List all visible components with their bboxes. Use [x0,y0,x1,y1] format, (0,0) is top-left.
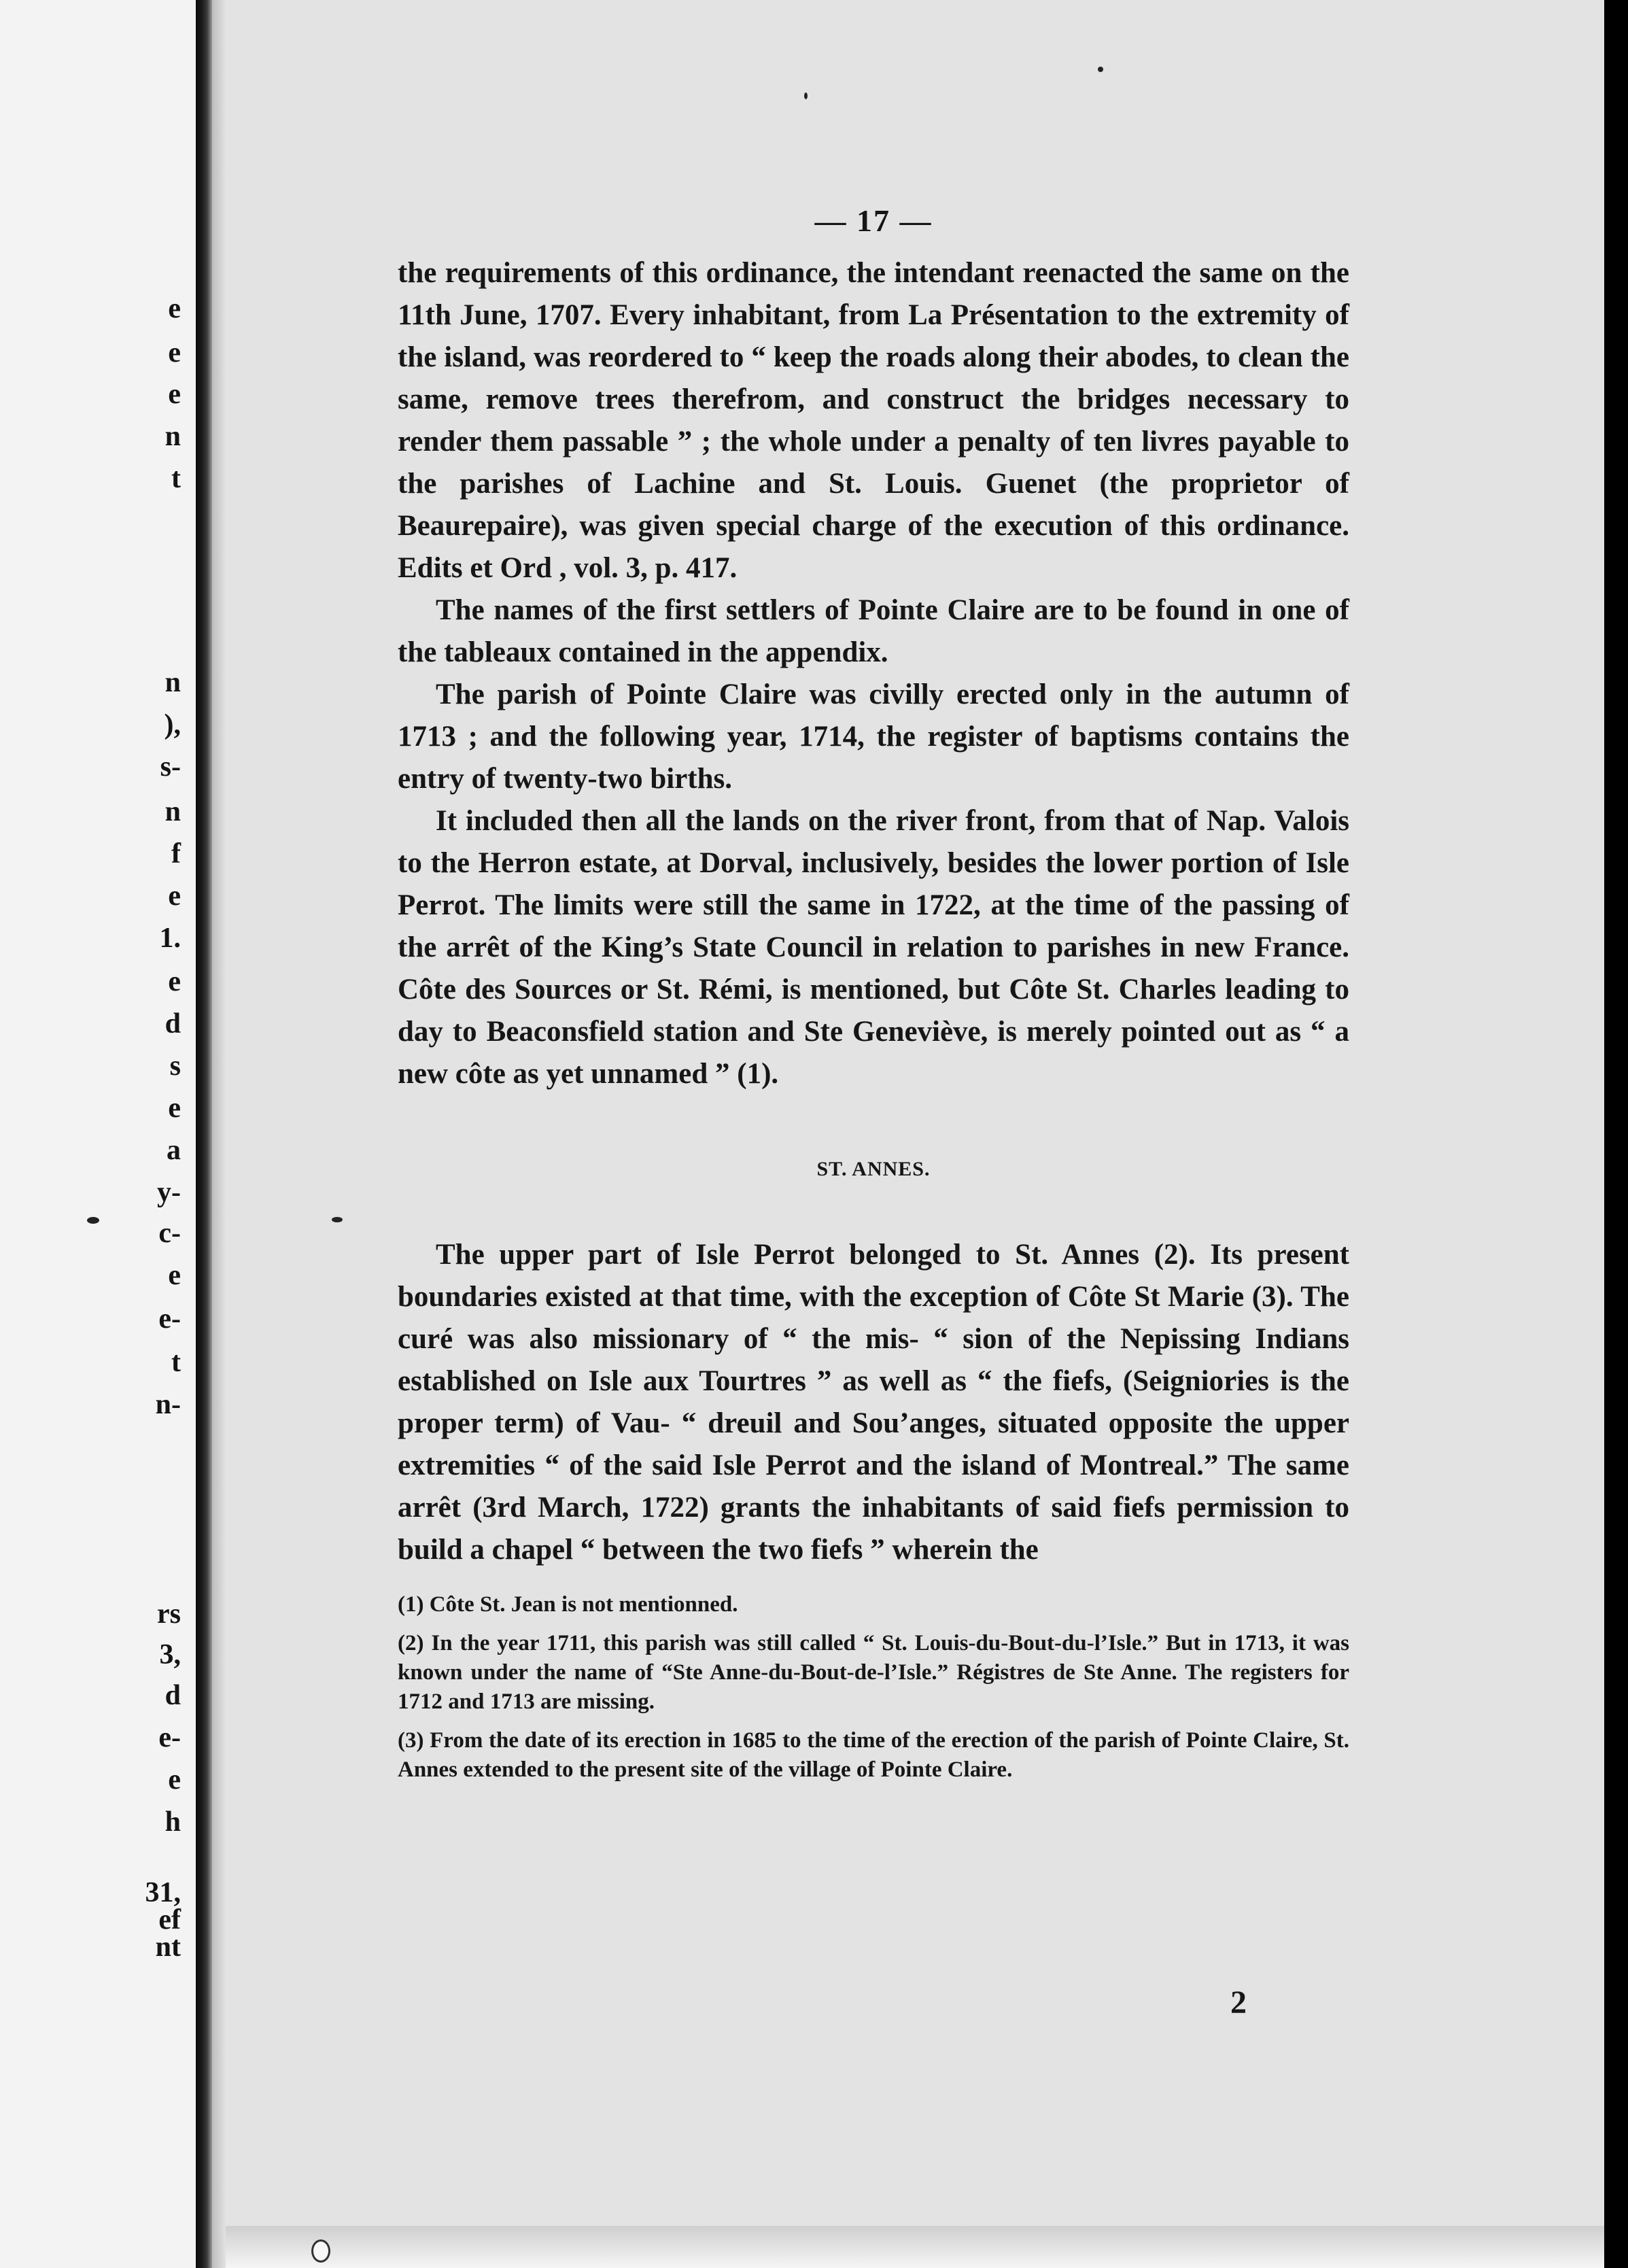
page-content [398,203,1349,1794]
scan-border [1604,0,1628,2268]
footnote: (2) In the year 1711, this parish was still called “ St. Louis-du-Bout-du-l’Isle.” But in 1713, it was known under the name of “Ste Anne-du-Bout-de-l’Isle.” Régistres de Ste Anne. The registers for 1712 and 1713 are missing. [398,1631,1349,1714]
previous-page-fragment: n [164,421,181,452]
binding-shadow [212,0,226,2268]
previous-page-fragment: e [168,379,181,410]
previous-page-fragment: rs [157,1598,181,1630]
footnote: (1) Côte St. Jean is not mentionned. [398,1592,738,1617]
ink-speck [87,1217,99,1224]
previous-page-fragment: nt [155,1931,181,1963]
previous-page-fragment: e- [158,1303,181,1335]
punch-hole [311,2239,330,2263]
previous-page-fragment: s- [160,751,181,783]
previous-page-text-fragments [0,0,196,2268]
previous-page-fragment: e [168,880,181,912]
previous-page-fragment: n [164,667,181,698]
page-bottom-edge [226,2226,1604,2268]
section-body-text [398,1234,1349,1571]
paragraph: The parish of Pointe Claire was civilly erected only in the autumn of 1713 ; and the following year, 1714, the register of baptisms contains the entry of twenty-two births. [398,678,1349,795]
previous-page-fragment: n [164,796,181,827]
previous-page-fragment: e [168,966,181,997]
paragraph: the requirements of this ordinance, the intendant reenacted the same on the 11th June, 1707. Every inhabitant, from La Présentation to the extremity of the island, was reordered to “ keep the roads along their abodes, to clean the same, remove trees therefrom, and construct the bridges necessary to render them passable ” ; the whole under a penalty of ten livres payable to the parishes of Lachine and St. Louis. Guenet (the proprietor of Beaurepaire), was given special charge of the execution of this ordinance. Edits et Ord , vol. 3, p. 417. [398,257,1349,584]
previous-page-fragment: d [164,1008,181,1040]
previous-page-fragment: t [171,463,181,494]
paragraph: The names of the first settlers of Pointe Claire are to be found in one of the tableaux contained in the appendix. [398,594,1349,668]
page-number: — 17 — [814,203,933,238]
binding-gutter [196,0,212,2268]
previous-page-fragment: 1. [159,923,181,954]
previous-page-fragment: e- [158,1722,181,1753]
previous-page-fragment: e [168,293,181,324]
previous-page-fragment: e [168,1260,181,1291]
ink-speck [332,1217,343,1222]
previous-page-fragment: 3, [159,1639,181,1670]
ink-speck [1098,67,1103,72]
previous-page-fragment: ef [158,1904,181,1936]
ink-speck [804,92,808,99]
previous-page-fragment: f [171,838,181,870]
previous-page-fragment: s [169,1050,181,1082]
previous-page-fragment: ), [164,709,181,740]
footnotes [398,1590,1349,1785]
section-heading: ST. ANNES. [816,1158,931,1180]
previous-page-fragment: h [164,1806,181,1838]
previous-page-fragment: y- [157,1177,181,1208]
footnote: (3) From the date of its erection in 1685 to the time of the erection of the parish of Pointe Claire, St. Annes extended to the present site of the village of Pointe Claire. [398,1728,1349,1782]
body-text [398,252,1349,1095]
previous-page-fragment: e [168,1093,181,1124]
signature-mark: 2 [1230,1984,1247,2021]
previous-page-fragment: t [171,1347,181,1378]
previous-page-fragment: e [168,337,181,368]
previous-page-fragment: n- [155,1389,181,1420]
previous-page-fragment: e [168,1764,181,1796]
paragraph: The upper part of Isle Perrot belonged to St. Annes (2). Its present boundaries existed at that time, with the exception of Côte St Marie (3). The curé was also missionary of “ the mis- “ sion of the Nepissing Indians established on Isle aux Tourtres ” as well as “ the fiefs, (Seigniories is the proper term) of Vau- “ dreuil and Sou’anges, situated opposite the upper extremities “ of the said Isle Perrot and the island of Montreal.” The same arrêt (3rd March, 1722) grants the inhabitants of said fiefs permission to build a chapel “ between the two fiefs ” wherein the [398,1239,1349,1566]
previous-page-fragment: c- [158,1218,181,1249]
previous-page-fragment: 31, [145,1877,181,1908]
paragraph: It included then all the lands on the river front, from that of Nap. Valois to the Herron estate, at Dorval, inclusively, besides the lower portion of Isle Perrot. The limits were still the same in 1722, at the time of the passing of the arrêt of the King’s State Council in relation to parishes in new France. Côte des Sources or St. Rémi, is mentioned, but Côte St. Charles leading to day to Beaconsfield station and Ste Geneviève, is merely pointed out as “ a new côte as yet unnamed ” (1). [398,805,1349,1090]
previous-page-fragment: a [167,1135,181,1166]
previous-page-fragment: d [164,1680,181,1711]
